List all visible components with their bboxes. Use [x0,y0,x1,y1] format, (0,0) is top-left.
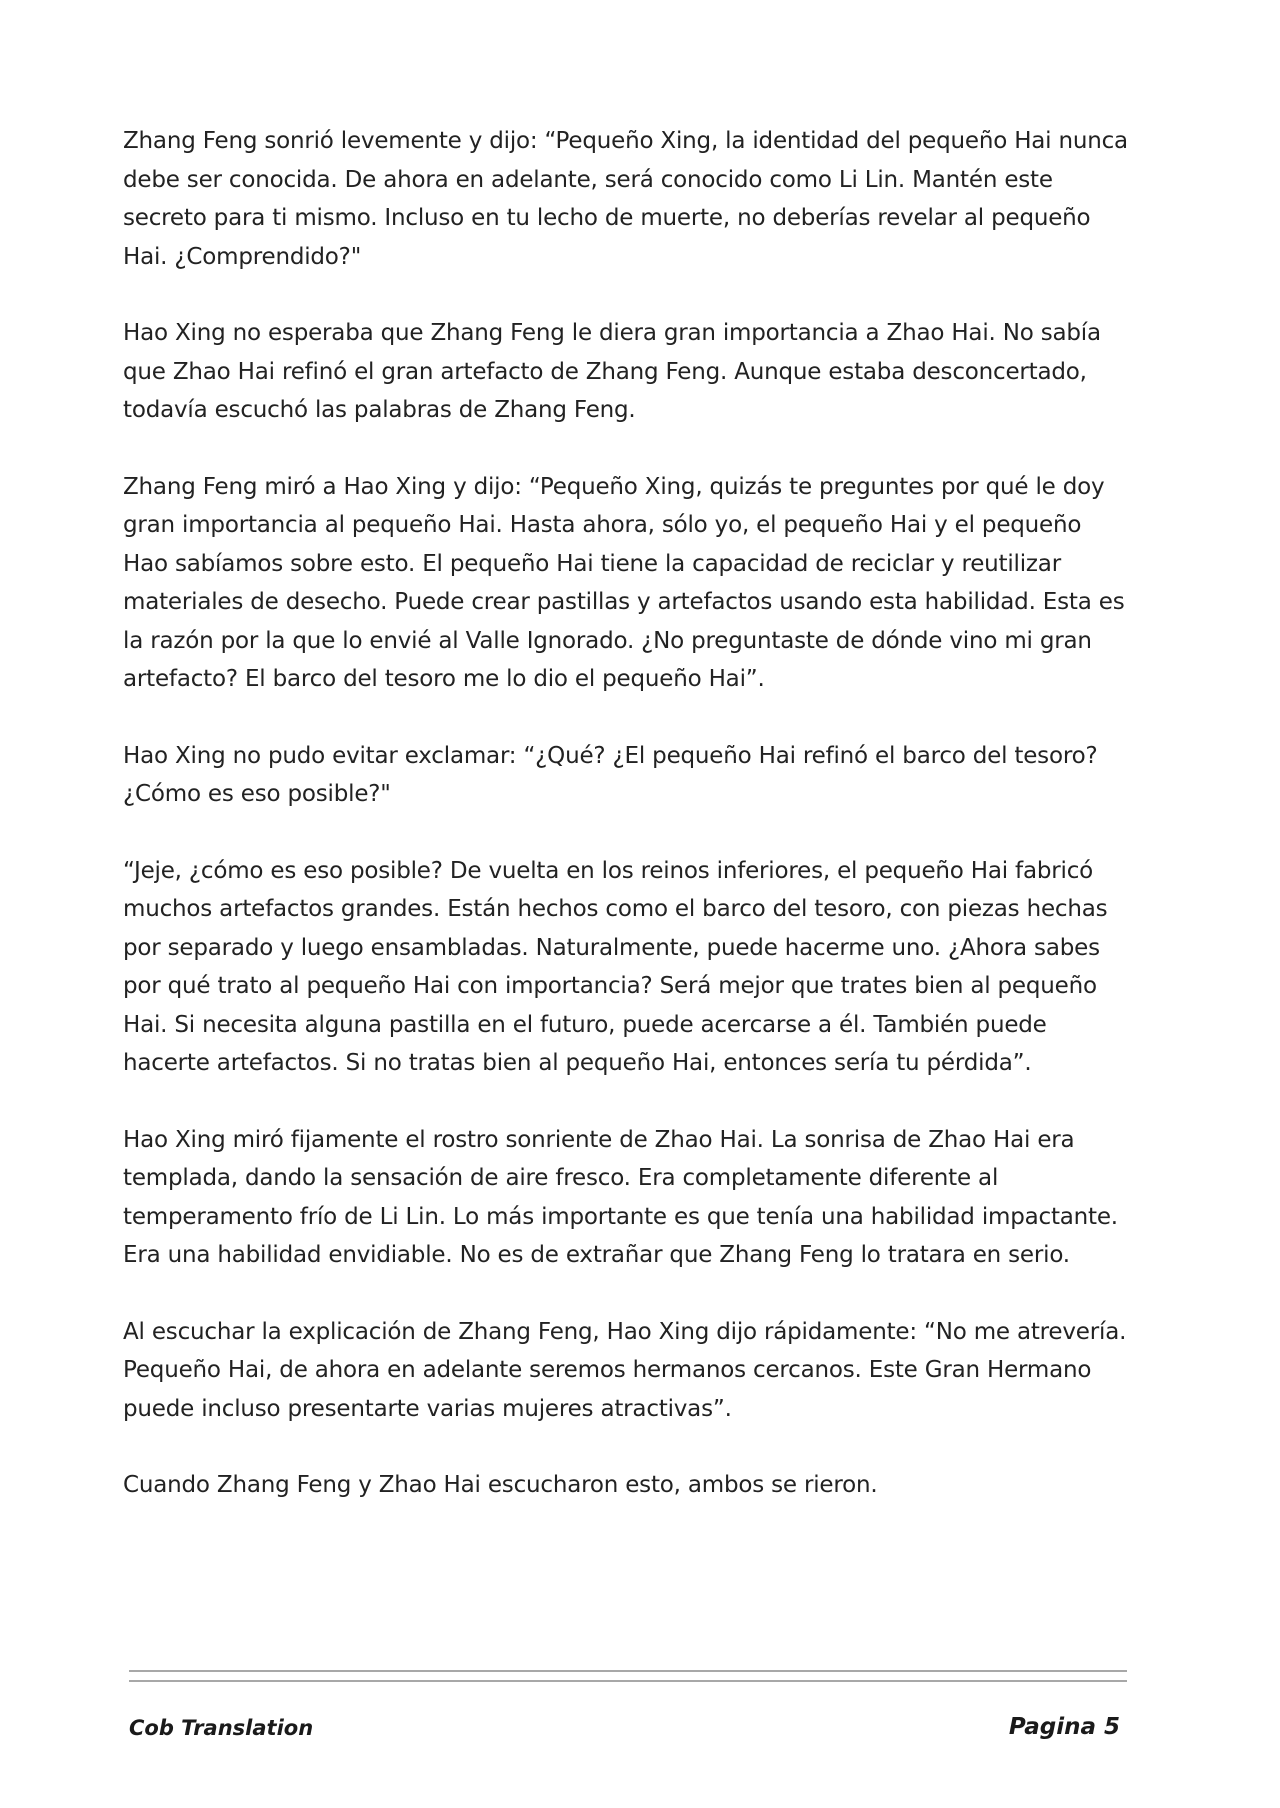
paragraph: Al escuchar la explicación de Zhang Feng, Hao Xing dijo rápidamente: “No me atrevería. Pequeño Hai, de ahora en adelante seremos hermanos cercanos. Este Gran Hermano puede incluso presentarte varias mujeres atractivas”. [123,1318,1127,1422]
paragraph: Hao Xing no pudo evitar exclamar: “¿Qué? ¿El pequeño Hai refinó el barco del tesoro? ¿Cómo es eso posible?" [123,742,1098,807]
paragraph: Cuando Zhang Feng y Zhao Hai escucharon esto, ambos se rieron. [123,1472,878,1498]
footer-divider [129,1670,1127,1672]
paragraph: Hao Xing no esperaba que Zhang Feng le diera gran importancia a Zhao Hai. No sabía que Zhao Hai refinó el gran artefacto de Zhang Feng. Aunque estaba desconcertado, todavía escuchó las palabras de Zhang Feng. [123,320,1101,423]
footer-divider [129,1680,1127,1682]
document-body [123,122,1133,1543]
footer-page-number: Pagina 5 [1008,1714,1120,1740]
paragraph: “Jeje, ¿cómo es eso posible? De vuelta en los reinos inferiores, el pequeño Hai fabricó muchos artefactos grandes. Están hechos como el barco del tesoro, con piezas hechas por separado y luego ensambladas. Naturalmente, puede hacerme uno. ¿Ahora sabes por qué trato al pequeño Hai con importancia? Será mejor que trates bien al pequeño Hai. Si necesita alguna pastilla en el futuro, puede acercarse a él. También puede hacerte artefactos. Si no tratas bien al pequeño Hai, entonces sería tu pérdida”. [123,857,1108,1076]
paragraph: Hao Xing miró fijamente el rostro sonriente de Zhao Hai. La sonrisa de Zhao Hai era templada, dando la sensación de aire fresco. Era completamente diferente al temperamento frío de Li Lin. Lo más importante es que tenía una habilidad impactante. Era una habilidad envidiable. No es de extrañar que Zhang Feng lo tratara en serio. [123,1126,1118,1268]
footer-translator-name: Cob Translation [129,1716,314,1740]
paragraph: Zhang Feng miró a Hao Xing y dijo: “Pequeño Xing, quizás te preguntes por qué le doy gran importancia al pequeño Hai. Hasta ahora, sólo yo, el pequeño Hai y el pequeño Hao sabíamos sobre esto. El pequeño Hai tiene la capacidad de reciclar y reutilizar materiales de desecho. Puede crear pastillas y artefactos usando esta habilidad. Esta es la razón por la que lo envié al Valle Ignorado. ¿No preguntaste de dónde vino mi gran artefacto? El barco del tesoro me lo dio el pequeño Hai”. [123,473,1125,692]
paragraph: Zhang Feng sonrió levemente y dijo: “Pequeño Xing, la identidad del pequeño Hai nunca debe ser conocida. De ahora en adelante, será conocido como Li Lin. Mantén este secreto para ti mismo. Incluso en tu lecho de muerte, no deberías revelar al pequeño Hai. ¿Comprendido?" [123,128,1128,270]
